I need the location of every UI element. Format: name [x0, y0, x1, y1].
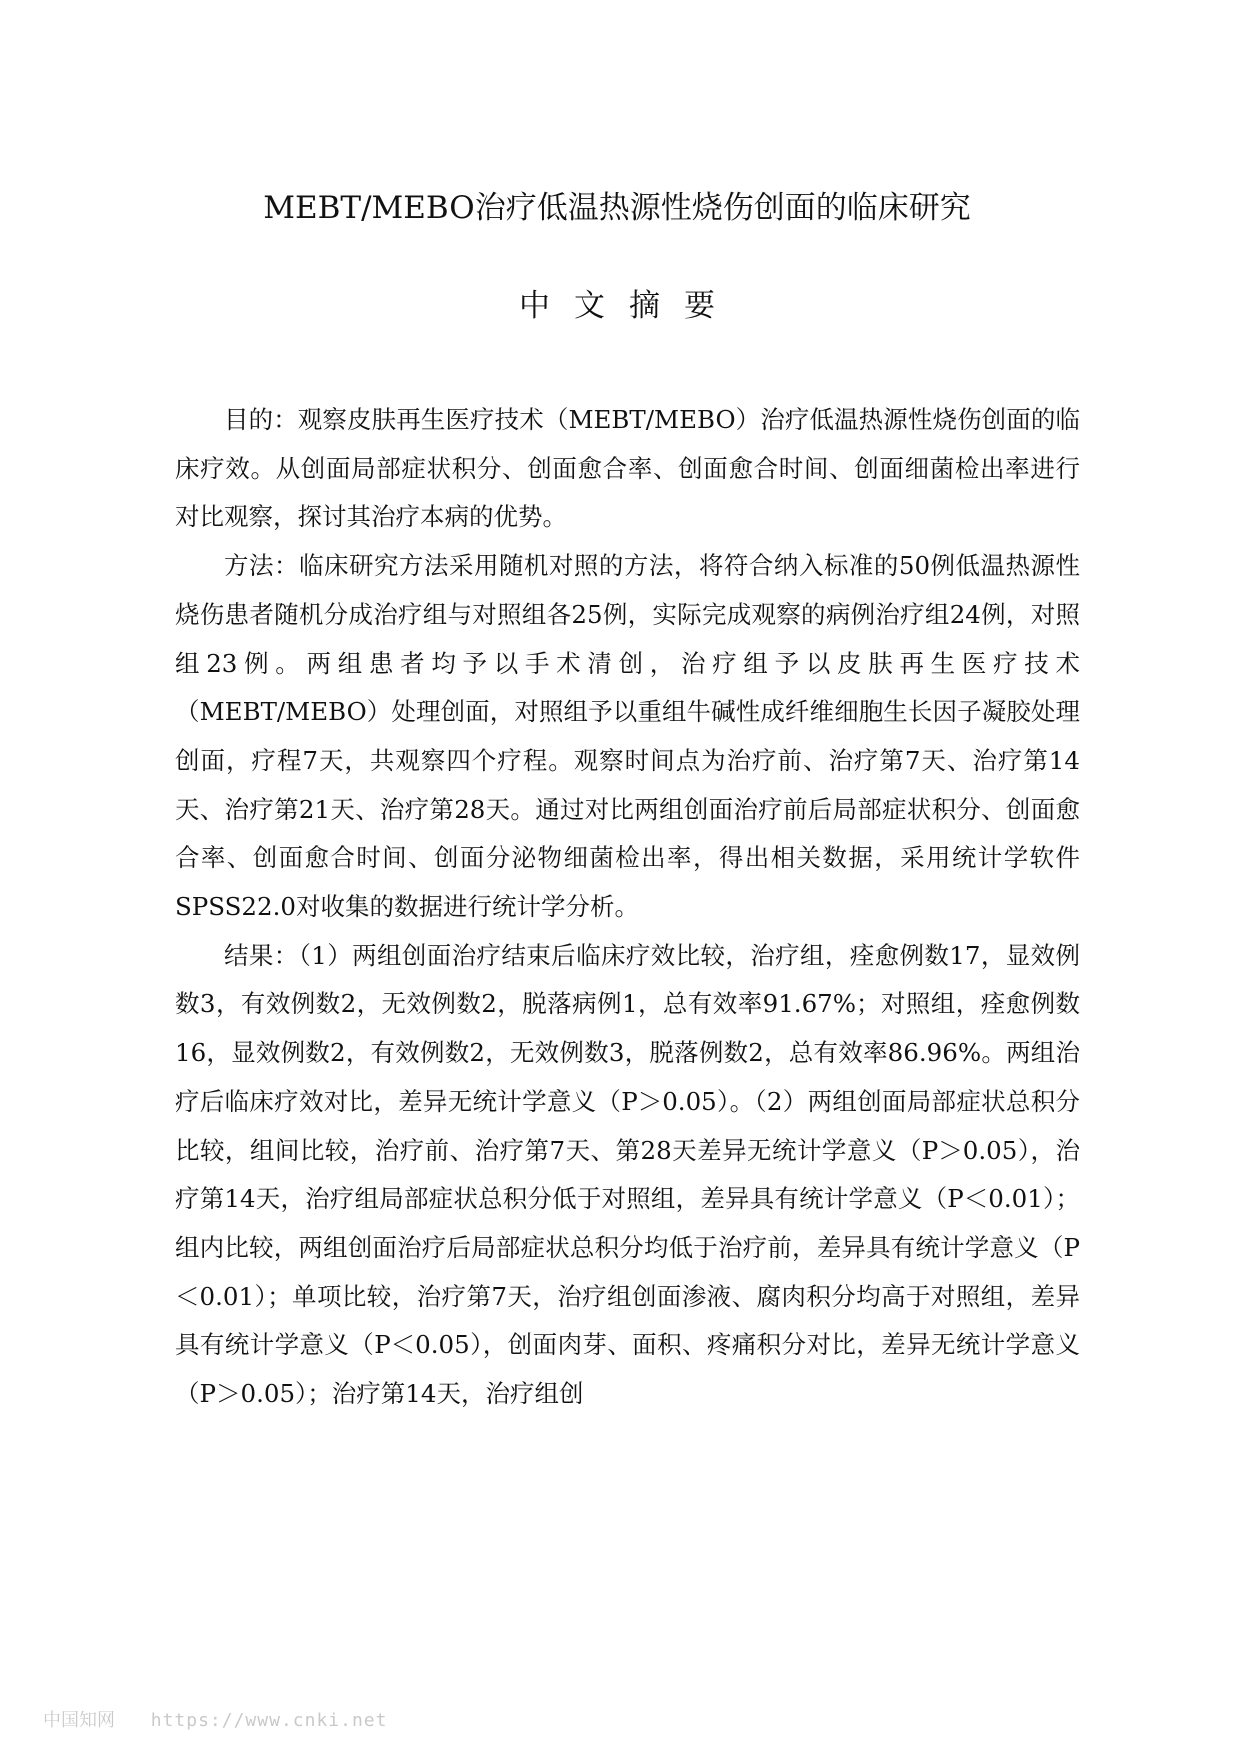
cnki-brand: 中国知网 [43, 1710, 115, 1731]
document-title: MEBT/MEBO治疗低温热源性烧伤创面的临床研究 [263, 190, 971, 226]
cnki-url: https://www.cnki.net [150, 1710, 388, 1731]
abstract-heading: 中文摘要 [519, 288, 739, 324]
paragraph-results: 结果：（1）两组创面治疗结束后临床疗效比较，治疗组，痊愈例数17，显效例数3，有效例数2，无效例数2，脱落病例1，总有效率91.67%；对照组，痊愈例数16，显效例数2，有效例数2，无效例数3，脱落例数2，总有效率86.96%。两组治疗后临床疗效对比，差异无统计学意义（P＞0.05）。（2）两组创面局部症状总积分比较，组间比较，治疗前、治疗第7天、第28天差异无统计学意义（P＞0.05），治疗第14天，治疗组局部症状总积分低于对照组，差异具有统计学意义（P＜0.01）；组内比较，两组创面治疗后局部症状总积分均低于治疗前，差异具有统计学意义（P＜0.01）；单项比较，治疗第7天，治疗组创面渗液、腐肉积分均高于对照组，差异具有统计学意义（P＜0.05），创面肉芽、面积、疼痛积分对比，差异无统计学意义（P＞0.05）；治疗第14天，治疗组创 [175, 940, 1080, 1409]
paragraph-objective: 目的：观察皮肤再生医疗技术（MEBT/MEBO）治疗低温热源性烧伤创面的临床疗效。从创面局部症状积分、创面愈合率、创面愈合时间、创面细菌检出率进行对比观察，探讨其治疗本病的优势。 [175, 405, 1080, 532]
paragraph-methods: 方法：临床研究方法采用随机对照的方法，将符合纳入标准的50例低温热源性烧伤患者随机分成治疗组与对照组各25例，实际完成观察的病例治疗组24例，对照组23例。两组患者均予以手术清创，治疗组予以皮肤再生医疗技术（MEBT/MEBO）处理创面，对照组予以重组牛碱性成纤维细胞生长因子凝胶处理创面，疗程7天，共观察四个疗程。观察时间点为治疗前、治疗第7天、治疗第14天、治疗第21天、治疗第28天。通过对比两组创面治疗前后局部症状积分、创面愈合率、创面愈合时间、创面分泌物细菌检出率，得出相关数据，采用统计学软件SPSS22.0对收集的数据进行统计学分析。 [175, 551, 1080, 922]
watermark-footer [43, 1710, 387, 1732]
abstract-body [175, 396, 1080, 1419]
